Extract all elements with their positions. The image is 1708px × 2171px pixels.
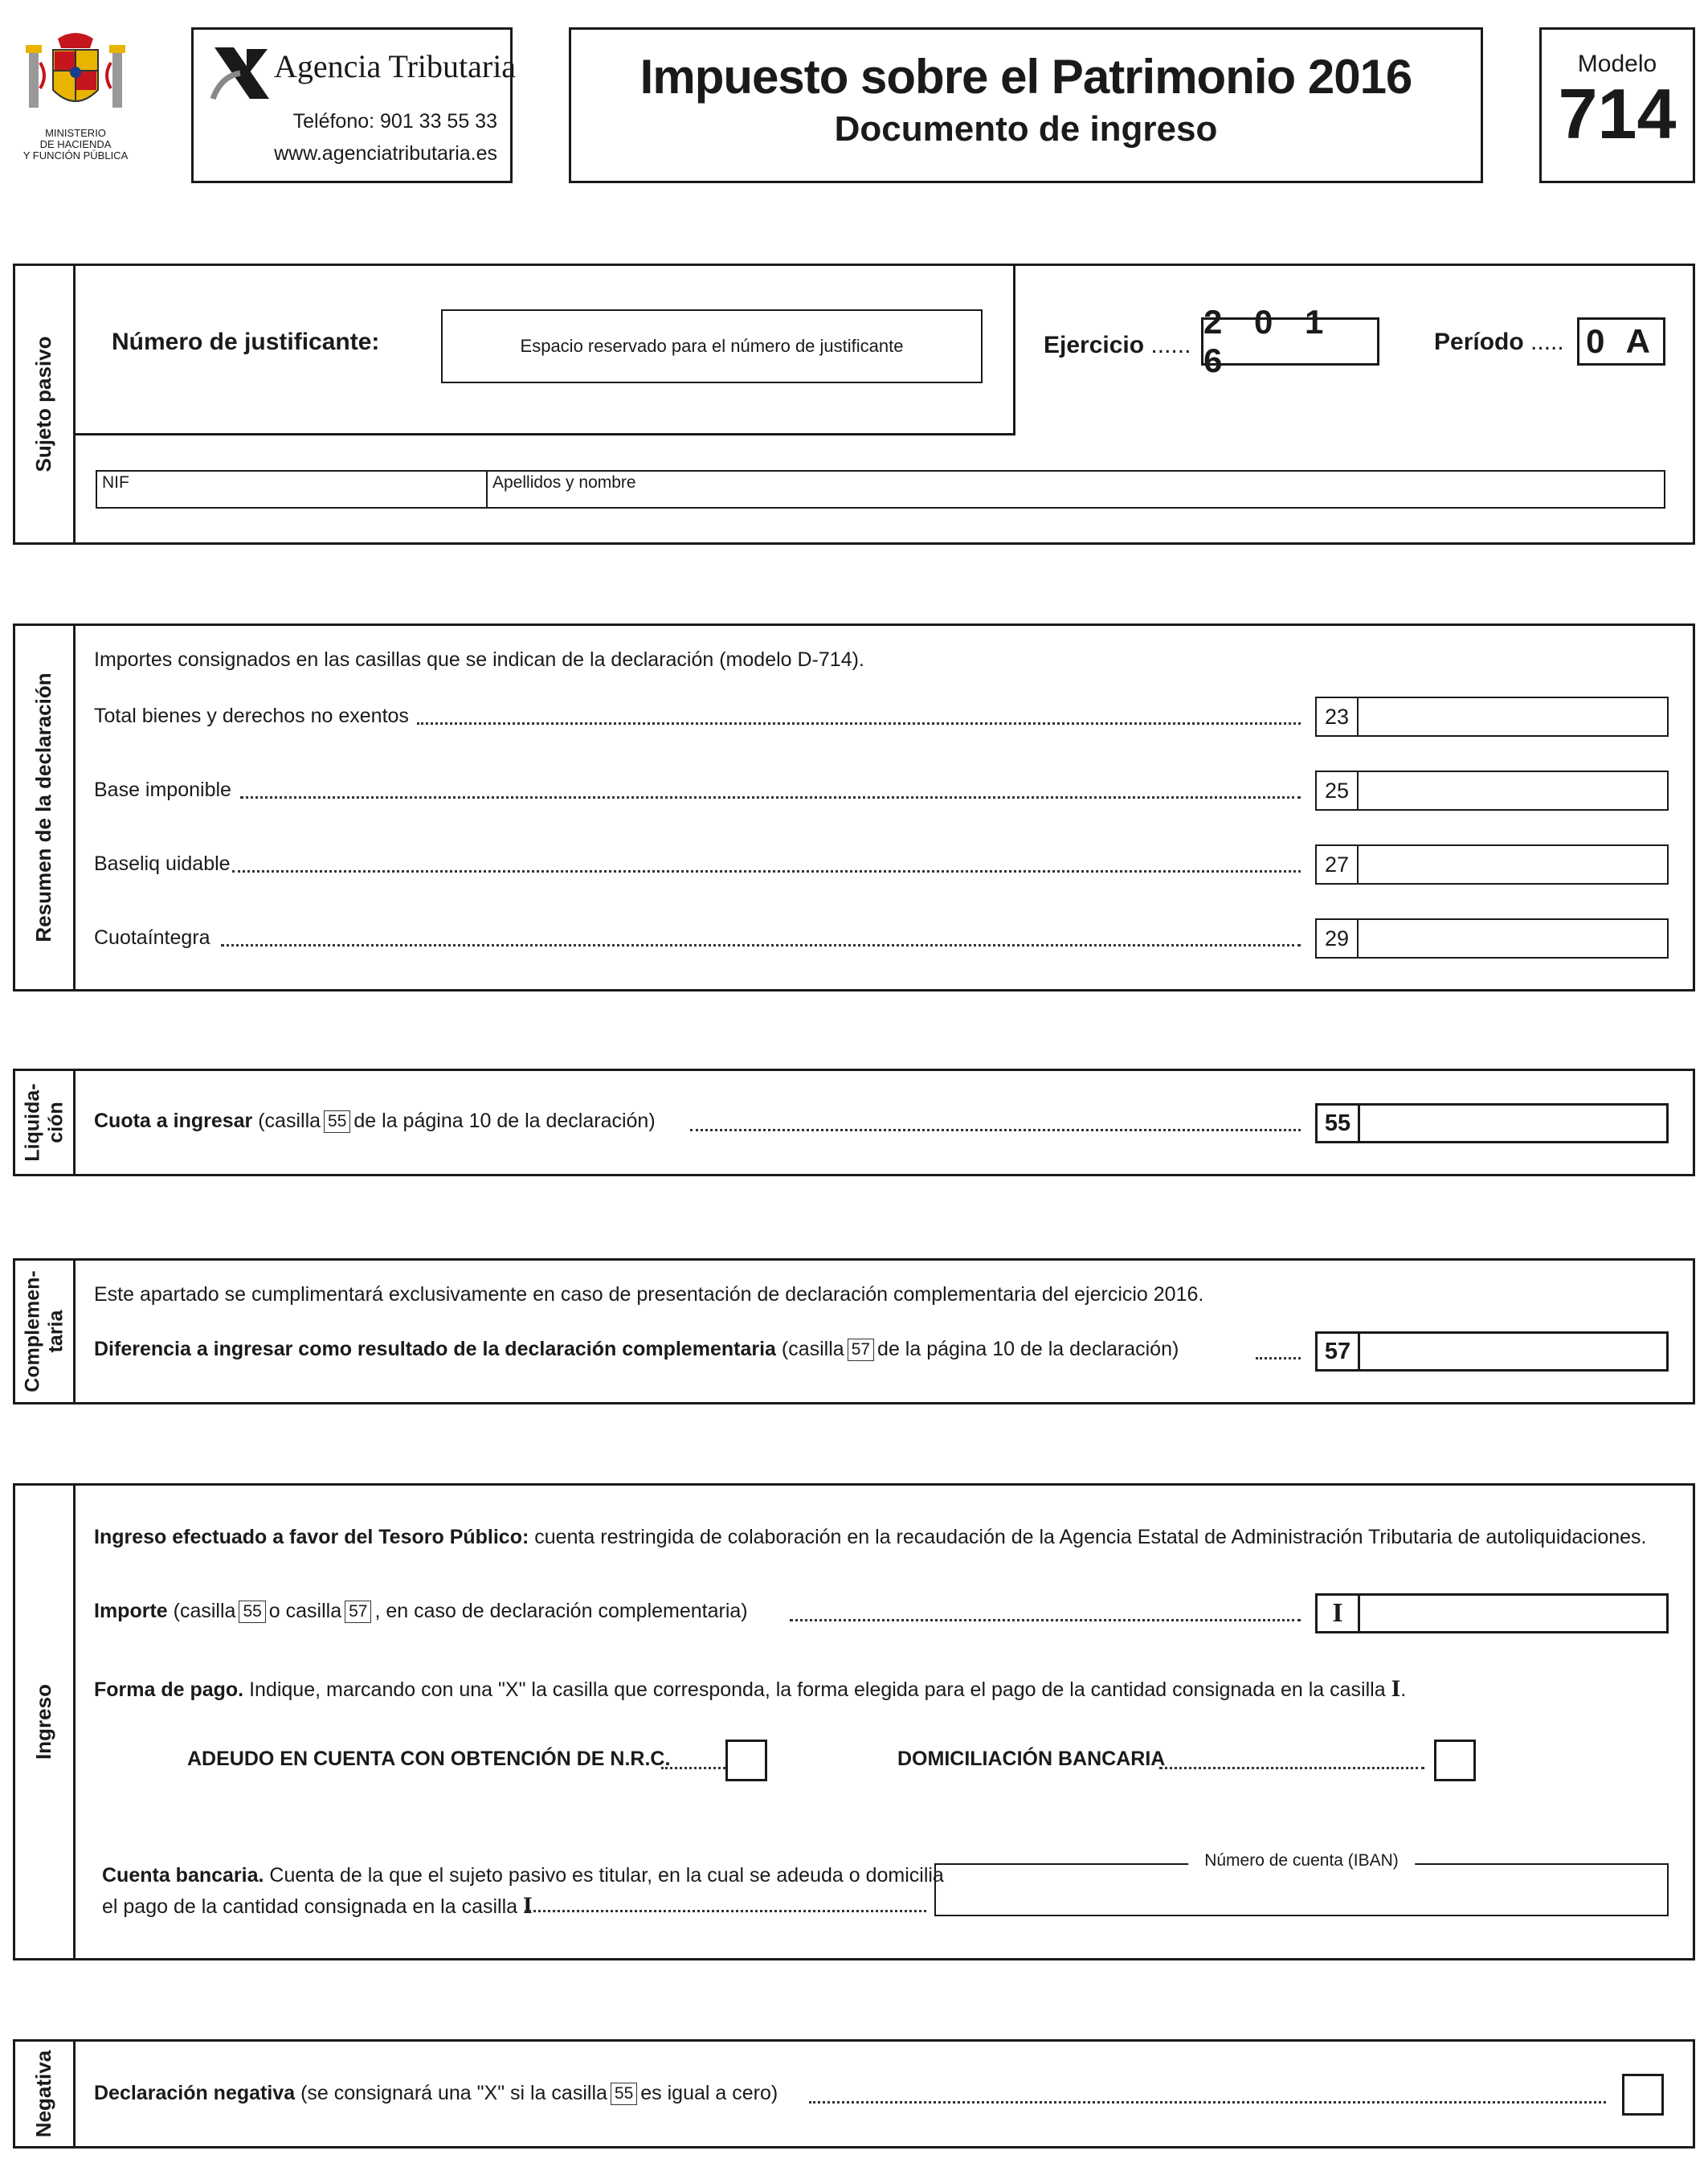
section-side — [15, 266, 76, 542]
ministry-name: MINISTERIO DE HACIENDA Y FUNCIÓN PÚBLICA — [22, 127, 129, 161]
side-label-resumen: Resumen de la declaración — [31, 673, 56, 942]
row-label: Cuotaíntegra — [94, 926, 210, 949]
iban-field[interactable] — [934, 1851, 1669, 1916]
agency-phone: Teléfono: 901 33 55 33 — [292, 110, 497, 133]
nif-label: NIF — [102, 473, 129, 492]
casilla-ref: 55 — [611, 2083, 637, 2105]
casilla-ref: 57 — [345, 1601, 371, 1623]
casilla-55-field[interactable] — [1315, 1103, 1669, 1143]
leader-dots — [221, 944, 1301, 946]
side-label-sujeto: Sujeto pasivo — [31, 336, 56, 472]
casilla-27-field[interactable] — [1315, 844, 1669, 885]
ejercicio-field[interactable] — [1201, 303, 1379, 379]
leader-dots — [525, 1910, 926, 1912]
periodo-field[interactable] — [1577, 317, 1665, 366]
casilla-ref: 55 — [324, 1110, 350, 1133]
agency-website: www.agenciatributaria.es — [274, 142, 497, 165]
agency-logo-icon — [210, 44, 272, 102]
side-label-complementaria: Complemen- taria — [21, 1270, 67, 1392]
side-label-liquidacion: Liquida- ción — [21, 1083, 67, 1162]
periodo-value: 0 A — [1586, 322, 1657, 360]
modelo-label: Modelo — [1577, 51, 1657, 77]
periodo-label: Período ..... — [1434, 329, 1564, 355]
negativa-checkbox[interactable] — [1622, 2074, 1664, 2116]
leader-dots — [661, 1767, 725, 1769]
casilla-number: 27 — [1317, 846, 1359, 883]
casilla-number: I — [1318, 1596, 1360, 1631]
nombre-field[interactable] — [486, 470, 1665, 509]
modelo-number: 714 — [1558, 74, 1677, 153]
side-label-ingreso: Ingreso — [31, 1684, 56, 1760]
justificante-field[interactable] — [441, 309, 983, 383]
form-subtitle: Documento de ingreso — [834, 109, 1218, 149]
row-label: Total bienes y derechos no exentos — [94, 705, 409, 727]
casilla-number: 23 — [1317, 698, 1359, 735]
form-title: Impuesto sobre el Patrimonio 2016 — [639, 50, 1412, 104]
leader-dots — [690, 1129, 1301, 1131]
casilla-I-field[interactable] — [1315, 1593, 1669, 1633]
section-ingreso — [13, 1483, 1695, 1960]
cuenta-bancaria-text: Cuenta bancaria. Cuenta de la que el sujeto pasivo es titular, en la cual se adeuda o domicilia el pago de la cantidad consignada en la casilla I — [102, 1864, 944, 1919]
casilla-number: 25 — [1317, 772, 1359, 809]
side-label-negativa: Negativa — [31, 2050, 56, 2138]
complementaria-intro: Este apartado se cumplimentará exclusivamente en caso de presentación de declaración complementaria del ejercicio 2016. — [94, 1283, 1204, 1306]
casilla-number: 55 — [1318, 1106, 1360, 1141]
tesoro-text: Ingreso efectuado a favor del Tesoro Público: cuenta restringida de colaboración en la recaudación de la Agencia Estatal de Administración Tributaria de autoliquidaciones. — [94, 1526, 1647, 1548]
forma-pago-text: Forma de pago. Indique, marcando con una "X" la casilla que corresponda, la forma elegida para el pago de la cantidad consignada en la casilla I. — [94, 1675, 1407, 1702]
ministry-block — [11, 27, 140, 164]
declaracion-negativa-label: Declaración negativa (se consignará una "X" si la casilla 55 es igual a cero) — [94, 2082, 778, 2104]
casilla-ref: 55 — [239, 1601, 265, 1623]
leader-dots — [1256, 1357, 1301, 1359]
title-box — [569, 27, 1483, 183]
adeudo-checkbox[interactable] — [725, 1740, 767, 1781]
section-side — [15, 1071, 76, 1174]
casilla-ref: 57 — [848, 1339, 874, 1361]
leader-dots — [1159, 1767, 1424, 1769]
domiciliacion-label: DOMICILIACIÓN BANCARIA — [897, 1748, 1166, 1770]
leader-dots — [417, 722, 1301, 725]
importe-label: Importe (casilla 55 o casilla 57 , en caso de declaración complementaria) — [94, 1600, 748, 1622]
casilla-number: 29 — [1317, 920, 1359, 957]
casilla-29-field[interactable] — [1315, 918, 1669, 959]
agency-box — [191, 27, 517, 183]
casilla-23-field[interactable] — [1315, 697, 1669, 737]
iban-label: Número de cuenta (IBAN) — [1188, 1851, 1415, 1870]
section-liquidacion — [13, 1069, 1695, 1176]
section-side — [15, 1486, 76, 1958]
justificante-divider-h — [73, 433, 1015, 435]
row-label: Base imponible — [94, 779, 231, 801]
adeudo-label: ADEUDO EN CUENTA CON OBTENCIÓN DE N.R.C. — [187, 1748, 671, 1770]
resumen-intro: Importes consignados en las casillas que se indican de la declaración (modelo D-714). — [94, 648, 864, 671]
ejercicio-value: 2 0 1 6 — [1203, 303, 1335, 379]
casilla-57-field[interactable] — [1315, 1331, 1669, 1372]
section-side — [15, 2042, 76, 2146]
diferencia-label: Diferencia a ingresar como resultado de la declaración complementaria (casilla 57 de la página 10 de la declaración) — [94, 1338, 1179, 1360]
justificante-divider-v — [1013, 266, 1015, 435]
section-side — [15, 1261, 76, 1402]
leader-dots — [790, 1619, 1301, 1621]
modelo-box — [1539, 27, 1695, 183]
domiciliacion-checkbox[interactable] — [1434, 1740, 1476, 1781]
nombre-label: Apellidos y nombre — [492, 473, 636, 492]
justificante-label: Número de justificante: — [112, 329, 380, 355]
leader-dots — [232, 870, 1301, 873]
cuota-ingresar-label: Cuota a ingresar (casilla 55 de la página 10 de la declaración) — [94, 1110, 656, 1132]
section-negativa — [13, 2039, 1695, 2149]
section-sujeto-pasivo — [13, 264, 1695, 545]
agency-name: Agencia Tributaria — [274, 48, 517, 84]
justificante-placeholder: Espacio reservado para el número de justificante — [520, 336, 904, 356]
row-label: Baseliq uidable — [94, 852, 231, 875]
casilla-25-field[interactable] — [1315, 771, 1669, 811]
casilla-number: 57 — [1318, 1334, 1360, 1369]
section-resumen — [13, 623, 1695, 991]
leader-dots — [809, 2101, 1606, 2104]
section-side — [15, 626, 76, 989]
ejercicio-label: Ejercicio ...... — [1044, 332, 1191, 358]
nif-field[interactable] — [96, 470, 488, 509]
section-complementaria — [13, 1258, 1695, 1404]
leader-dots — [240, 796, 1301, 799]
coat-of-arms-icon — [11, 27, 140, 124]
